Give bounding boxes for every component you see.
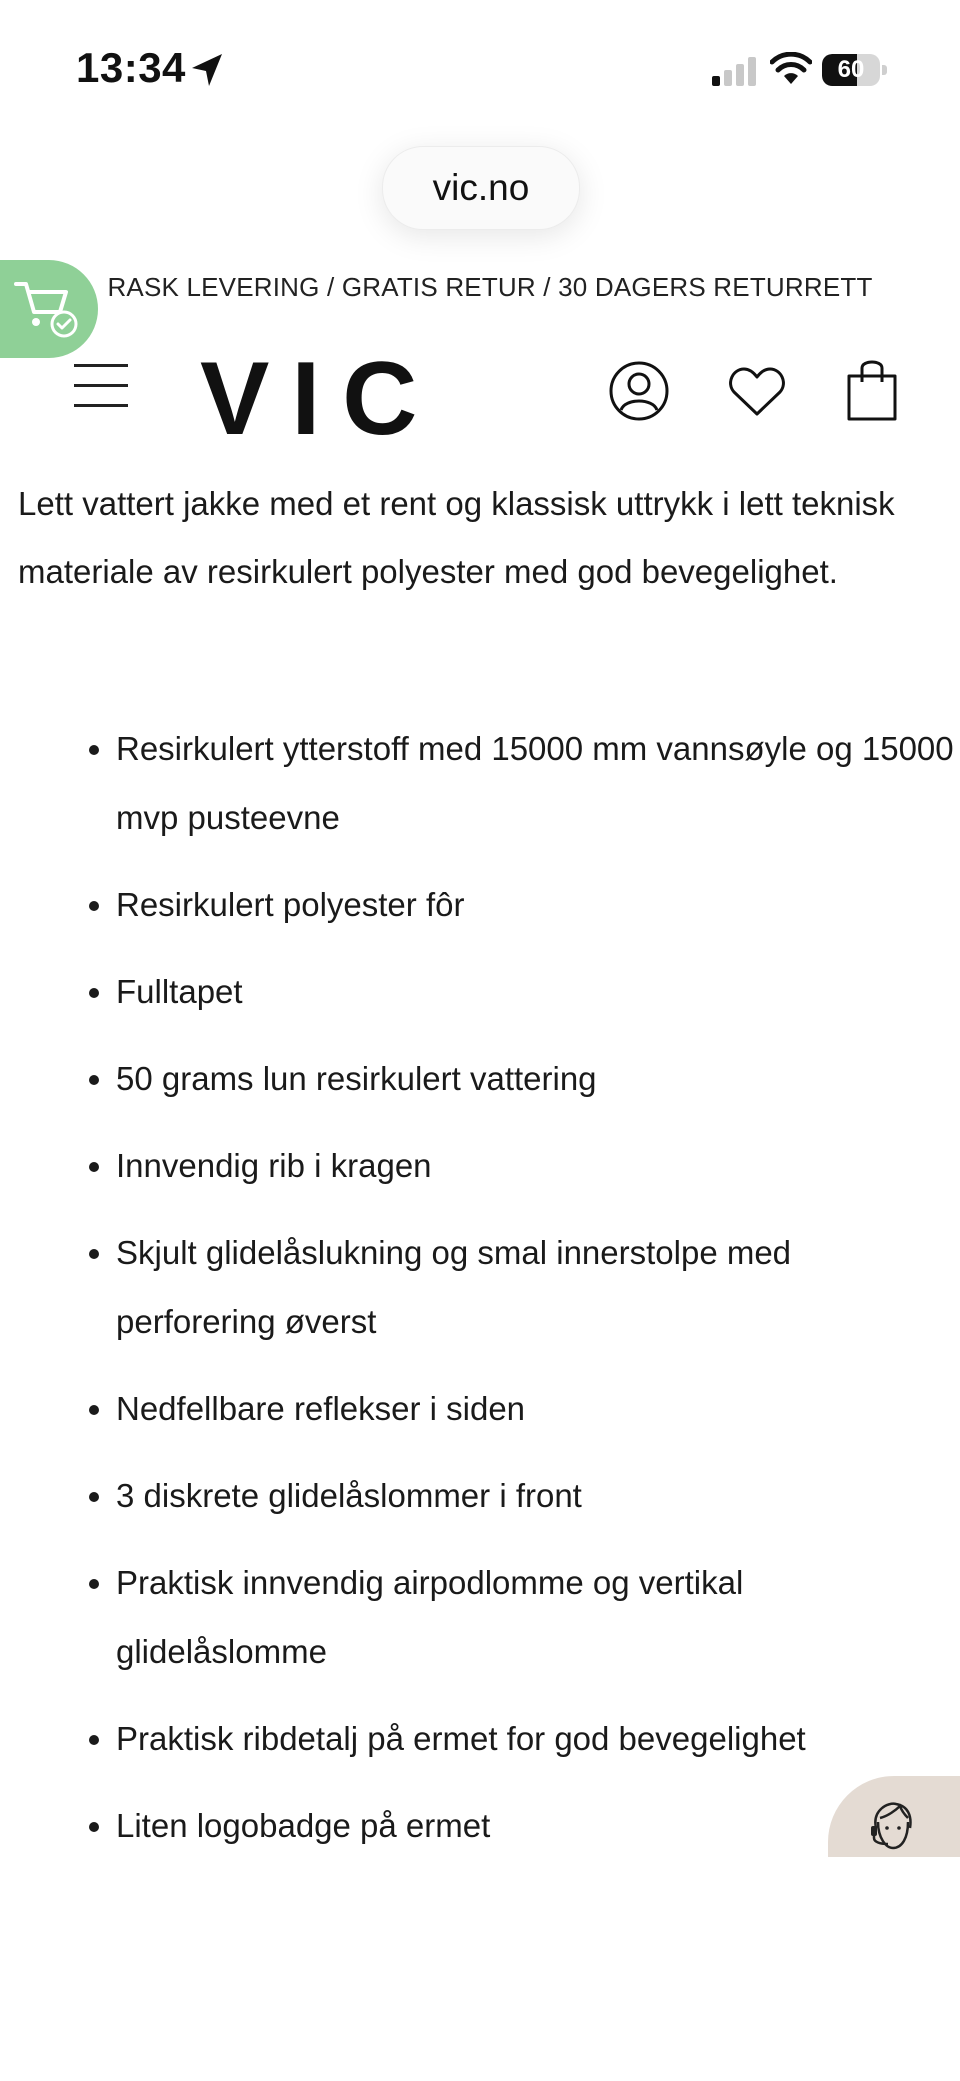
list-item: • Innvendig rib i kragen xyxy=(116,1131,956,1200)
list-item: • Skjult glidelåslukning og smal innerstolpe med perforering øverst xyxy=(116,1218,956,1356)
customer-support-icon xyxy=(866,1798,918,1854)
cart-check-icon xyxy=(14,278,80,340)
cart-status-badge[interactable] xyxy=(0,260,98,358)
status-time: 13:34 xyxy=(76,44,186,91)
list-item: • Resirkulert polyester fôr xyxy=(116,870,956,939)
wifi-icon xyxy=(770,52,812,86)
product-features-list xyxy=(76,714,956,1878)
cellular-signal-icon xyxy=(710,56,758,86)
location-arrow-icon xyxy=(190,52,224,88)
battery-indicator xyxy=(822,54,888,86)
heart-icon[interactable] xyxy=(728,366,786,418)
status-bar xyxy=(0,0,960,140)
list-item: • Praktisk ribdetalj på ermet for god bevegelighet xyxy=(116,1704,956,1773)
user-account-icon[interactable] xyxy=(608,360,670,422)
list-item: • Praktisk innvendig airpodlomme og vertikal glidelåslomme xyxy=(116,1548,956,1686)
list-item: • Liten logobadge på ermet xyxy=(116,1791,956,1860)
hamburger-menu-icon[interactable] xyxy=(74,364,128,408)
address-bar[interactable]: vic.no xyxy=(382,146,580,230)
promo-banner: RASK LEVERING / GRATIS RETUR / 30 DAGERS RETURRETT xyxy=(107,272,873,302)
brand-logo[interactable]: VIC xyxy=(200,341,440,457)
battery-percent: 60 xyxy=(837,56,865,83)
list-item: • Nedfellbare reflekser i siden xyxy=(116,1374,956,1443)
list-item: • Fulltapet xyxy=(116,957,956,1026)
list-item: • 50 grams lun resirkulert vattering xyxy=(116,1044,956,1113)
list-item: • 3 diskrete glidelåslommer i front xyxy=(116,1461,956,1530)
product-description: Lett vattert jakke med et rent og klassisk uttrykk i lett teknisk materiale av resirkulert polyester med god bevegelighet. xyxy=(18,485,895,590)
list-item: • Resirkulert ytterstoff med 15000 mm vannsøyle og 15000 mvp pusteevne xyxy=(116,714,956,852)
shopping-bag-icon[interactable] xyxy=(846,356,898,422)
